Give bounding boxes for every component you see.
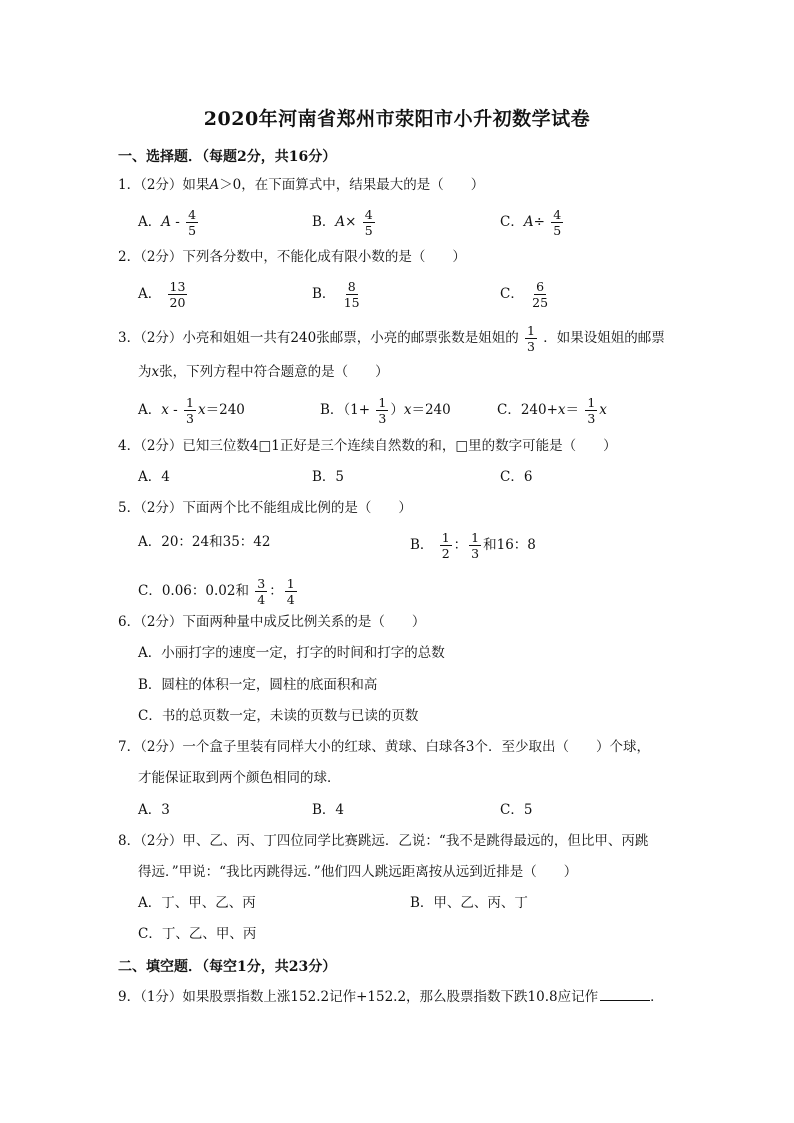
question-7-stem-line2: 才能保证取到两个颜色相同的球． <box>138 770 341 786</box>
question-5-option-c: C．0.06：0.02和 $\frac{3}{4}$ ： $\frac{1}{4}$ <box>138 576 295 607</box>
question-5-option-a: A．20：24和35：42 <box>138 534 271 550</box>
fraction: $\frac{4}{5}$ <box>553 207 562 238</box>
fraction: $\frac{1}{3}$ <box>527 323 535 354</box>
question-4-stem: 4．（2分）已知三位数4□1正好是三个连续自然数的和，□里的数字可能是（ ） <box>118 438 617 454</box>
question-3-option-c: C．240+x＝ $\frac{1}{3}$ x <box>497 395 607 426</box>
question-3-stem-line2: 为x张，下列方程中符合题意的是（ ） <box>138 364 389 380</box>
question-8-stem-line2: 得远．”甲说：“我比丙跳得远．”他们四人跳远距离按从远到近排是（ ） <box>138 864 578 880</box>
question-2-option-a: A． $\frac{13}{20}$ <box>138 279 186 310</box>
question-8-option-c: C．丁、乙、甲、丙 <box>138 926 257 942</box>
page-title: 2020年河南省郑州市荥阳市小升初数学试卷 <box>203 108 591 130</box>
fraction: $\frac{1}{3}$ <box>471 530 480 561</box>
question-6-option-b: B．圆柱的体积一定，圆柱的底面积和高 <box>138 677 378 693</box>
fraction: $\frac{4}{5}$ <box>188 207 197 238</box>
question-7-option-b: B．4 <box>312 802 345 818</box>
question-3-option-a: A．x - $\frac{1}{3}$ x＝240 <box>138 395 245 426</box>
question-1-option-c: C．A÷ $\frac{4}{5}$ <box>500 207 562 238</box>
question-2-option-c: C． $\frac{6}{25}$ <box>500 279 549 310</box>
question-8-option-b: B．甲、乙、丙、丁 <box>410 895 528 911</box>
question-8-stem-line1: 8．（2分）甲、乙、丙、丁四位同学比赛跳远．乙说：“我不是跳得最远的，但比甲、丙跳 <box>118 833 649 849</box>
fraction: $\frac{1}{4}$ <box>286 576 295 607</box>
question-9-stem: 9．（1分）如果股票指数上涨152.2记作+152.2，那么股票指数下跌10.8应记作 ． <box>118 989 664 1005</box>
question-4-option-a: A．4 <box>138 469 170 485</box>
fraction: $\frac{1}{3}$ <box>587 395 596 426</box>
question-1-option-a: A．A - $\frac{4}{5}$ <box>138 207 197 238</box>
question-7-stem-line1: 7．（2分）一个盒子里装有同样大小的红球、黄球、白球各3个．至少取出（ ）个球， <box>118 739 651 755</box>
section-fill-heading: 二、填空题．（每空1分，共23分） <box>118 959 337 975</box>
fraction: $\frac{1}{2}$ <box>441 530 450 561</box>
answer-blank[interactable] <box>600 1000 650 1001</box>
fraction: $\frac{3}{4}$ <box>257 576 266 607</box>
question-6-option-a: A．小丽打字的速度一定，打字的时间和打字的总数 <box>138 645 445 661</box>
question-4-option-c: C．6 <box>500 469 533 485</box>
question-7-option-c: C．5 <box>500 802 533 818</box>
question-1-stem: 1．（2分）如果A＞0，在下面算式中，结果最大的是（ ） <box>118 177 485 193</box>
question-2-option-b: B． $\frac{8}{15}$ <box>312 279 360 310</box>
question-4-option-b: B．5 <box>312 469 345 485</box>
fraction: $\frac{1}{3}$ <box>378 395 387 426</box>
question-6-option-c: C．书的总页数一定，未读的页数与已读的页数 <box>138 708 419 724</box>
question-8-option-a: A．丁、甲、乙、丙 <box>138 895 256 911</box>
fraction: $\frac{4}{5}$ <box>364 207 373 238</box>
question-6-stem: 6．（2分）下面两种量中成反比例关系的是（ ） <box>118 614 426 630</box>
fraction: $\frac{8}{15}$ <box>343 279 360 310</box>
question-3-option-b: B．（1+ $\frac{1}{3}$ ）x＝240 <box>320 395 451 426</box>
question-7-option-a: A．3 <box>138 802 170 818</box>
fraction: $\frac{1}{3}$ <box>186 395 194 426</box>
fraction: $\frac{13}{20}$ <box>169 279 186 310</box>
question-3-stem-line1: 3．（2分）小亮和姐姐一共有240张邮票，小亮的邮票张数是姐姐的 $\frac{1}{3}$ ．如果设姐姐的邮票 <box>118 323 665 354</box>
question-5-option-b: B． $\frac{1}{2}$ ： $\frac{1}{3}$ 和16：8 <box>410 530 536 561</box>
question-5-stem: 5．（2分）下面两个比不能组成比例的是（ ） <box>118 500 412 516</box>
question-2-stem: 2．（2分）下列各分数中，不能化成有限小数的是（ ） <box>118 249 466 265</box>
section-choice-heading: 一、选择题．（每题2分，共16分） <box>118 149 337 165</box>
fraction: $\frac{6}{25}$ <box>532 279 549 310</box>
question-1-option-b: B．A× $\frac{4}{5}$ <box>312 207 373 238</box>
